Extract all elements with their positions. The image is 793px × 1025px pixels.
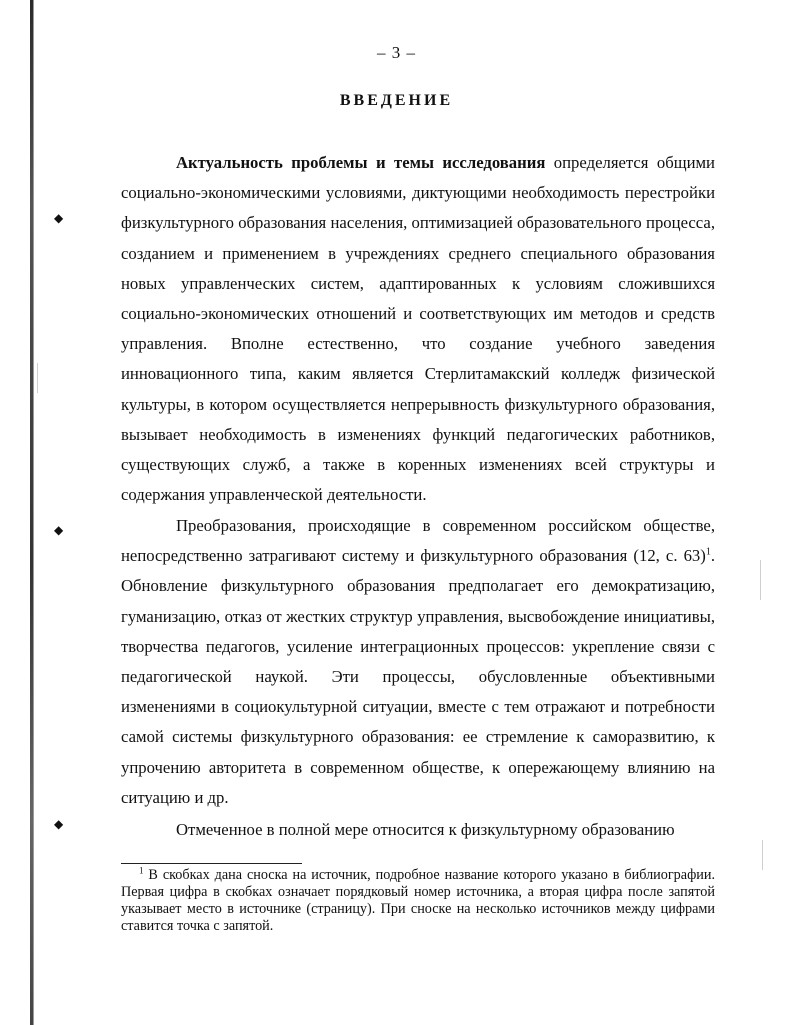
binder-hole-mark: ◆	[54, 211, 64, 225]
footnote-reference[interactable]: 1	[705, 546, 711, 558]
paragraph-text: определяется общими социально-экономическими условиями, диктующими необходимость перестройки физкультурного образования населения, оптимизацией образовательного процесса, созданием и применением в учреждениях среднего специального образования новых управленческих систем, адаптированных к условиям сложившихся социально-экономических отношений и соответствующих им методов и средств управления. Вполне естественно, что создание учебного заведения инновационного типа, каким является Стерлитамакский колледж физической культуры, в котором осуществляется непрерывность физкультурного образования, вызывает необходимость в изменениях функций педагогических работников, существующих служб, а также в коренных изменениях всей структуры и содержания управленческой деятельности.	[121, 153, 715, 505]
paragraph-transformations	[121, 511, 715, 813]
scan-artifact	[760, 560, 761, 600]
paragraph-continuation	[121, 815, 715, 845]
paragraph-lead-bold: Актуальность проблемы и темы исследования	[176, 153, 546, 172]
footnote-text: В скобках дана сноска на источник, подробное название которого указано в библиографии. Первая цифра в скобках означает порядковый номер источника, а вторая цифра после запятой указывает место в источнике (страницу). При сноске на несколько источников между цифрами ставится точка с запятой.	[121, 867, 715, 934]
binder-hole-mark: ◆	[54, 523, 64, 537]
scan-artifact	[37, 363, 38, 393]
footnote-marker: 1	[139, 865, 144, 876]
binder-hole-mark: ◆	[54, 817, 64, 831]
page-title: ВВЕДЕНИЕ	[339, 92, 454, 109]
footnote	[121, 867, 715, 935]
footnote-separator	[121, 863, 302, 864]
paragraph-text: Преобразования, происходящие в современном российском обществе, непосредственно затрагивают систему и физкультурного образования (12, с. 63)	[121, 516, 715, 566]
paragraph-text: . Обновление физкультурного образования предполагает его демократизацию, гуманизацию, отказ от жестких структур управления, высвобождение инициативы, творчества педагогов, усиление интеграционных процессов: укрепление связи с педагогической наукой. Эти процессы, обусловленные объективными изменениями в социокультурной ситуации, вместе с тем отражают и потребности самой системы физкультурного образования: ее стремление к саморазвитию, к упрочению авторитета в современном обществе, к опережающему влиянию на ситуацию и др.	[121, 546, 715, 807]
scan-artifact	[762, 840, 763, 870]
paragraph-text: Отмеченное в полной мере относится к физкультурному образованию	[176, 820, 675, 839]
scan-binding-edge-shadow	[33, 0, 34, 1025]
paragraph-relevance	[121, 148, 715, 510]
page-number: – 3 –	[377, 43, 416, 62]
